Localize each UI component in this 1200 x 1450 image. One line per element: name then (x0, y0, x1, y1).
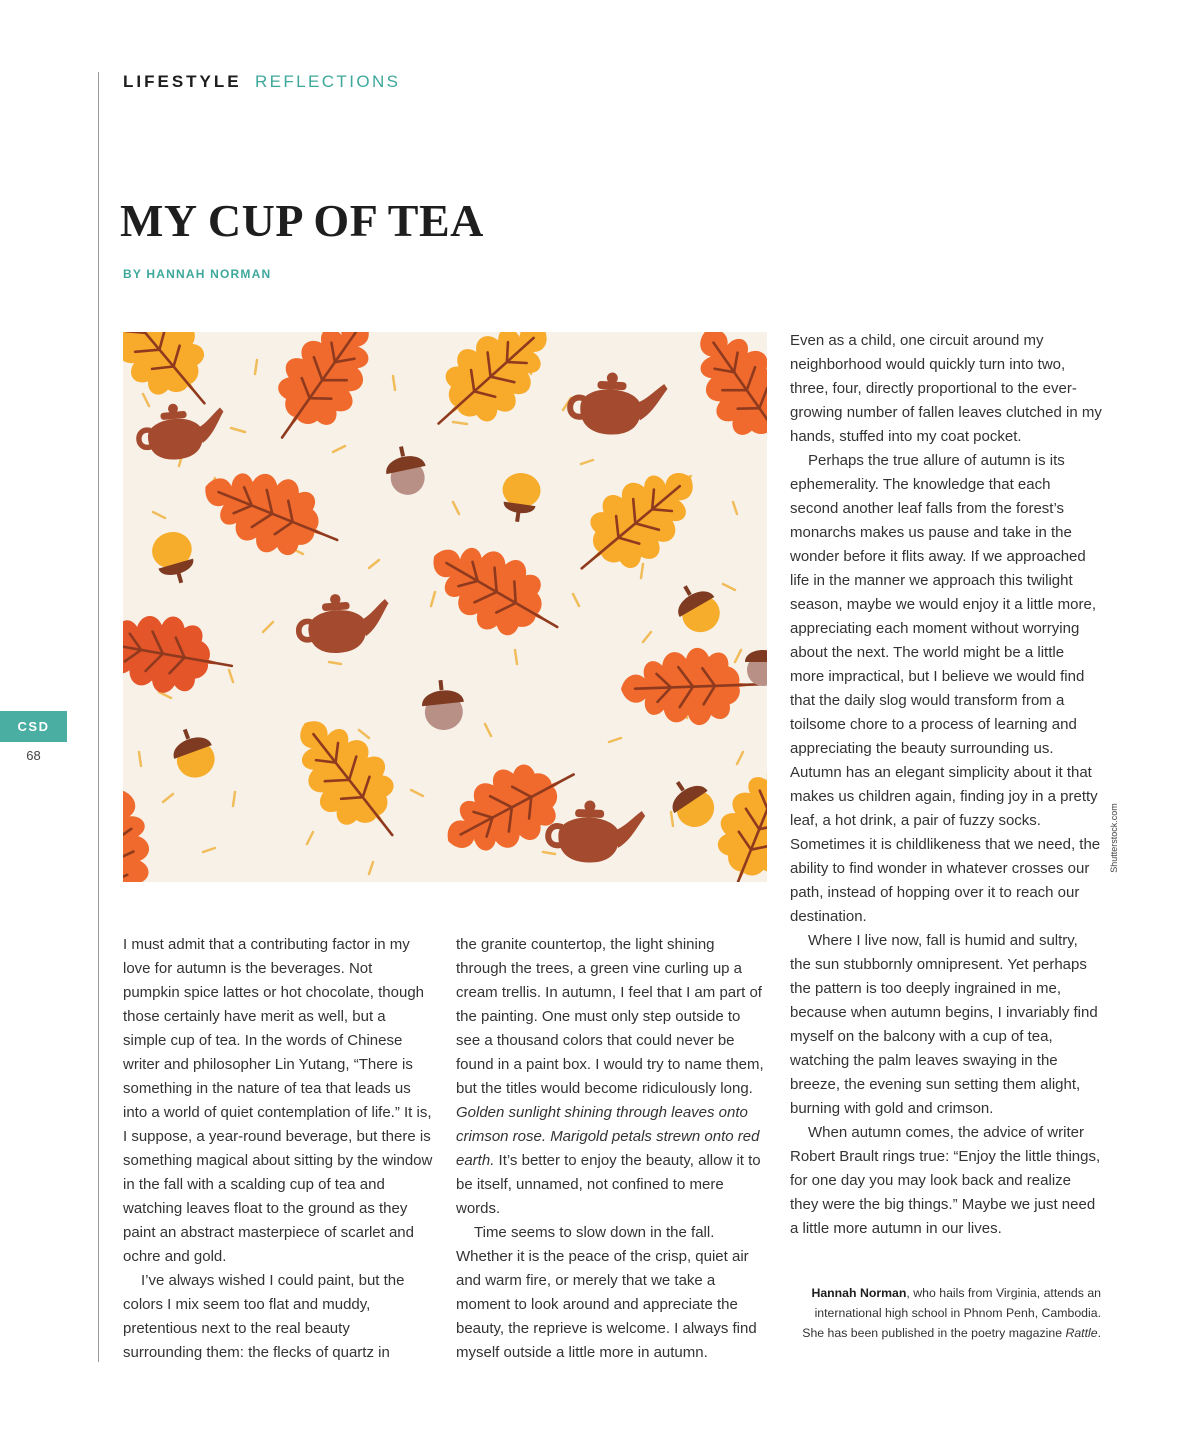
subsection-label: REFLECTIONS (254, 72, 401, 91)
paragraph-text: the granite countertop, the light shining through the trees, a green vine curling up a cream trellis. In autumn, I feel that I am part of the painting. One must only step outside to see a thousand colors that could never be found in a paint box. I would try to name them, but the titles would become ridiculously long. (456, 936, 764, 1097)
image-credit: Shutterstock.com (1109, 803, 1119, 873)
author-bio (790, 1283, 1101, 1343)
bio-text-end: . (1097, 1326, 1101, 1340)
paragraph: When autumn comes, the advice of writer Robert Brault rings true: “Enjoy the little things, for one day you may look back and realize they were the big things.” Maybe we just need a little more autumn in our lives. (790, 1124, 1101, 1237)
autumn-illustration (123, 332, 767, 882)
paragraph: I’ve always wished I could paint, but the colors I mix seem too flat and muddy, pretentious next to the real beauty surrounding them: the flecks of quartz in (123, 1272, 405, 1361)
bio-text: , who hails from Virginia, attends an international high school in Phnom Penh, Cambodia. She has been published in the poetry magazine (802, 1286, 1101, 1340)
section-label: LIFESTYLE (123, 72, 242, 91)
magazine-name: Rattle (1065, 1326, 1098, 1340)
author-name: Hannah Norman (811, 1286, 907, 1300)
section-header (123, 72, 400, 92)
italic-passage: Golden sunlight shining through leaves onto crimson rose. Marigold petals strewn onto red earth. (456, 1104, 760, 1169)
byline: BY HANNAH NORMAN (123, 267, 272, 281)
article-title: MY CUP OF TEA (120, 195, 484, 246)
paragraph: Time seems to slow down in the fall. Whether it is the peace of the crisp, quiet air and warm fire, or merely that we take a moment to look around and appreciate the beauty, the reprieve is welcome. I always find myself outside a little more in autumn. (456, 1224, 757, 1361)
paragraph: I must admit that a contributing factor in my love for autumn is the beverages. Not pumpkin spice lattes or hot chocolate, though those certainly have merit as well, but a simple cup of tea. In the words of Chinese writer and philosopher Lin Yutang, “There is something in the nature of tea that leads us into a world of quiet contemplation of life.” It is, I suppose, a year-round beverage, but there is something magical about sitting by the window in the fall with a scalding cup of tea and watching leaves float to the ground as they paint an abstract masterpiece of scarlet and ochre and gold. (123, 936, 433, 1265)
page-number: 68 (26, 748, 41, 763)
body-column-3 (790, 329, 1102, 1241)
paragraph: Even as a child, one circuit around my neighborhood would quickly turn into two, three, four, directly proportional to the ever-growing number of fallen leaves clutched in my hands, stuffed into my coat pocket. (790, 332, 1102, 445)
body-column-2 (456, 933, 768, 1365)
paragraph: Where I live now, fall is humid and sultry, the sun stubbornly omnipresent. Yet perhaps the pattern is too deeply ingrained in me, because when autumn begins, I invariably find myself on the balcony with a cup of tea, watching the palm leaves swaying in the breeze, the evening sun setting them alight, burning with gold and crimson. (790, 932, 1098, 1117)
paragraph: Perhaps the true allure of autumn is its ephemerality. The knowledge that each second another leaf falls from the forest’s monarchs makes us pause and take in the wonder before it flits away. If we approached life in the manner we approach this twilight season, maybe we would enjoy it a little more, appreciating each moment without worrying about the next. The world might be a little more impractical, but I believe we would find that the daily slog would transform from a toilsome chore to a process of learning and appreciating the beauty surrounding us. Autumn has an elegant simplicity about it that makes us children again, finding joy in a pretty leaf, a hot drink, a pair of fuzzy socks. Sometimes it is childlikeness that we need, the ability to find wonder in whatever crosses our path, instead of hopping over it to reach our destination. (790, 452, 1101, 925)
paragraph-text: It’s better to enjoy the beauty, allow it to be itself, unnamed, not confined to mere words. (456, 1152, 761, 1217)
section-tab: CSD (0, 711, 67, 742)
body-column-1 (123, 933, 433, 1365)
paragraph (456, 933, 768, 1221)
vertical-rule (98, 72, 99, 1362)
